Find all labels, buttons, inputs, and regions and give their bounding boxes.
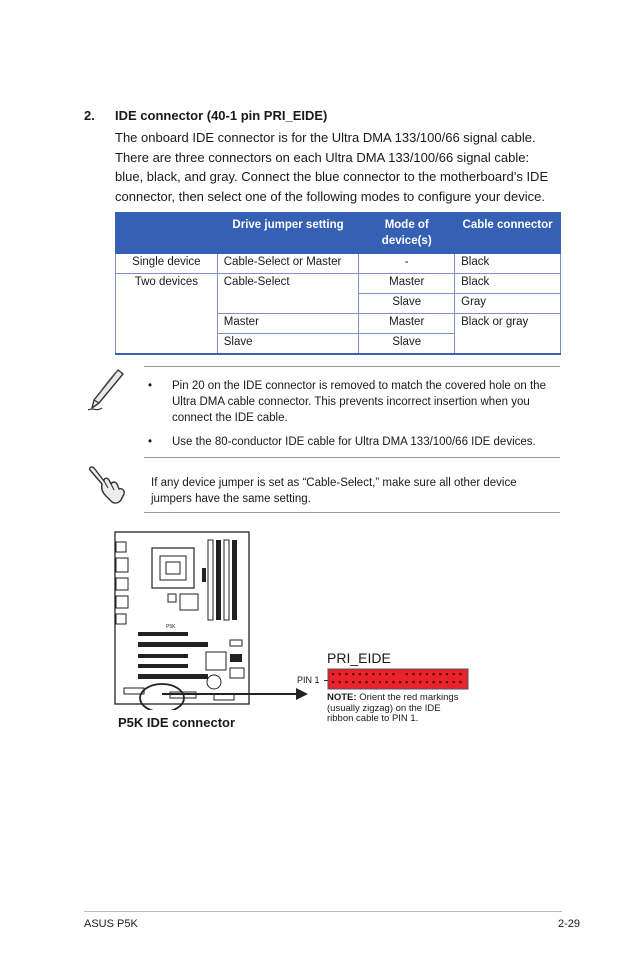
connector-pin bbox=[392, 681, 394, 683]
note-divider-top bbox=[144, 366, 560, 367]
connector-pin bbox=[433, 673, 435, 675]
intro-line: blue, black, and gray. Connect the blue connector to the motherboard’s IDE bbox=[115, 169, 549, 184]
table-header-config bbox=[116, 213, 218, 254]
header-mode-line2: device(s) bbox=[381, 235, 432, 247]
section-number: 2. bbox=[84, 108, 95, 123]
note-line: Pin 20 on the IDE connector is removed to match the covered hole on the bbox=[172, 380, 546, 392]
footer-product: ASUS P5K bbox=[84, 918, 138, 930]
connector-pin bbox=[433, 681, 435, 683]
cell-cable: Black or gray bbox=[455, 314, 561, 355]
board-label: P5K bbox=[166, 624, 176, 630]
connector-pin bbox=[406, 673, 408, 675]
hand-icon bbox=[84, 462, 130, 508]
connector-pin bbox=[345, 673, 347, 675]
cell-mode: - bbox=[359, 254, 455, 274]
connector-pin bbox=[439, 673, 441, 675]
bullet-marker: • bbox=[148, 436, 153, 448]
note-line: ribbon cable to PIN 1. bbox=[327, 713, 419, 724]
callout-arrow bbox=[160, 684, 320, 714]
connector-pin bbox=[332, 673, 334, 675]
connector-pin bbox=[412, 673, 414, 675]
connector-pin bbox=[366, 673, 368, 675]
intro-line: connector, then select one of the following modes to configure your device. bbox=[115, 188, 545, 204]
note-line: Ultra DMA cable connector. This prevents incorrect insertion when you bbox=[172, 396, 530, 408]
connector-pin bbox=[453, 681, 455, 683]
cell-cable: Black bbox=[455, 274, 561, 294]
connector-pin bbox=[345, 681, 347, 683]
connector-pin bbox=[352, 673, 354, 675]
cell-jumper: Cable-Select or Master bbox=[217, 254, 359, 274]
intro-paragraph bbox=[115, 128, 555, 206]
table-header-mode bbox=[359, 213, 455, 254]
connector-pin bbox=[453, 673, 455, 675]
note-divider-bottom bbox=[144, 512, 560, 513]
connector-pin bbox=[419, 673, 421, 675]
connector-pin bbox=[439, 681, 441, 683]
connector-name: PRI_EIDE bbox=[327, 650, 391, 666]
pencil-note-bullet-1 bbox=[148, 378, 568, 438]
connector-pin bbox=[426, 673, 428, 675]
cell-jumper: Slave bbox=[217, 334, 359, 355]
cell-config: Single device bbox=[116, 254, 218, 274]
note-line: jumpers have the same setting. bbox=[151, 493, 311, 505]
connector-pin bbox=[339, 673, 341, 675]
connector-pin bbox=[446, 681, 448, 683]
note-line: connect the IDE cable. bbox=[172, 412, 288, 424]
connector-pin bbox=[359, 673, 361, 675]
connector-pin bbox=[372, 681, 374, 683]
connector-pin bbox=[406, 681, 408, 683]
connector-pin bbox=[379, 681, 381, 683]
connector-pin bbox=[426, 681, 428, 683]
note-line: Use the 80-conductor IDE cable for Ultra DMA 133/100/66 IDE devices. bbox=[172, 436, 536, 448]
connector-pin bbox=[459, 673, 461, 675]
cell-config: Two devices bbox=[116, 274, 218, 355]
connector-pin bbox=[412, 681, 414, 683]
note-line: Orient the red markings bbox=[359, 692, 459, 703]
table-row bbox=[116, 274, 561, 294]
cell-cable: Black bbox=[455, 254, 561, 274]
connector-pin bbox=[359, 681, 361, 683]
intro-line: There are three connectors on each Ultra DMA 133/100/66 signal cable: bbox=[115, 149, 530, 165]
motherboard-diagram bbox=[110, 528, 260, 710]
cell-mode: Master bbox=[359, 314, 455, 334]
cell-jumper: Cable-Select bbox=[217, 274, 359, 314]
connector-pin bbox=[392, 673, 394, 675]
connector-pin bbox=[459, 681, 461, 683]
connector-pin bbox=[446, 673, 448, 675]
table-header-jumper: Drive jumper setting bbox=[217, 213, 359, 254]
jumper-settings-table bbox=[115, 212, 561, 355]
cell-mode: Master bbox=[359, 274, 455, 294]
connector-pin bbox=[372, 673, 374, 675]
note-line: If any device jumper is set as “Cable-Select,” make sure all other device bbox=[151, 477, 517, 489]
note-line: (usually zigzag) on the IDE bbox=[327, 702, 441, 714]
connector-note bbox=[327, 693, 527, 725]
footer-page-number: 2-29 bbox=[557, 918, 580, 930]
cell-cable: Gray bbox=[455, 294, 561, 314]
connector-pin bbox=[379, 673, 381, 675]
figure-caption: P5K IDE connector bbox=[118, 715, 236, 730]
connector-pin bbox=[399, 681, 401, 683]
connector-pin bbox=[332, 681, 334, 683]
table-header-row bbox=[116, 213, 561, 254]
pin1-label: PIN 1 bbox=[297, 675, 320, 685]
connector-pin bbox=[386, 673, 388, 675]
note-label: NOTE: bbox=[327, 692, 357, 703]
hand-note bbox=[151, 475, 561, 507]
pencil-icon bbox=[82, 366, 132, 416]
section-title: IDE connector (40-1 pin PRI_EIDE) bbox=[115, 108, 328, 123]
connector-pin bbox=[339, 681, 341, 683]
cell-mode: Slave bbox=[359, 334, 455, 355]
note-divider-middle bbox=[144, 457, 560, 458]
connector-pin bbox=[419, 681, 421, 683]
footer-rule bbox=[84, 911, 562, 912]
table-header-cable: Cable connector bbox=[455, 213, 561, 254]
intro-line: The onboard IDE connector is for the Ultra DMA 133/100/66 signal cable. bbox=[115, 130, 536, 145]
cell-mode: Slave bbox=[359, 294, 455, 314]
pencil-note-bullet-2 bbox=[148, 434, 568, 452]
connector-pin bbox=[366, 681, 368, 683]
header-mode-line1: Mode of bbox=[384, 219, 429, 231]
connector-pin bbox=[352, 681, 354, 683]
bullet-marker: • bbox=[148, 380, 153, 392]
table-row bbox=[116, 254, 561, 274]
ide-connector-graphic bbox=[327, 668, 469, 690]
cell-jumper: Master bbox=[217, 314, 359, 334]
connector-pin bbox=[386, 681, 388, 683]
